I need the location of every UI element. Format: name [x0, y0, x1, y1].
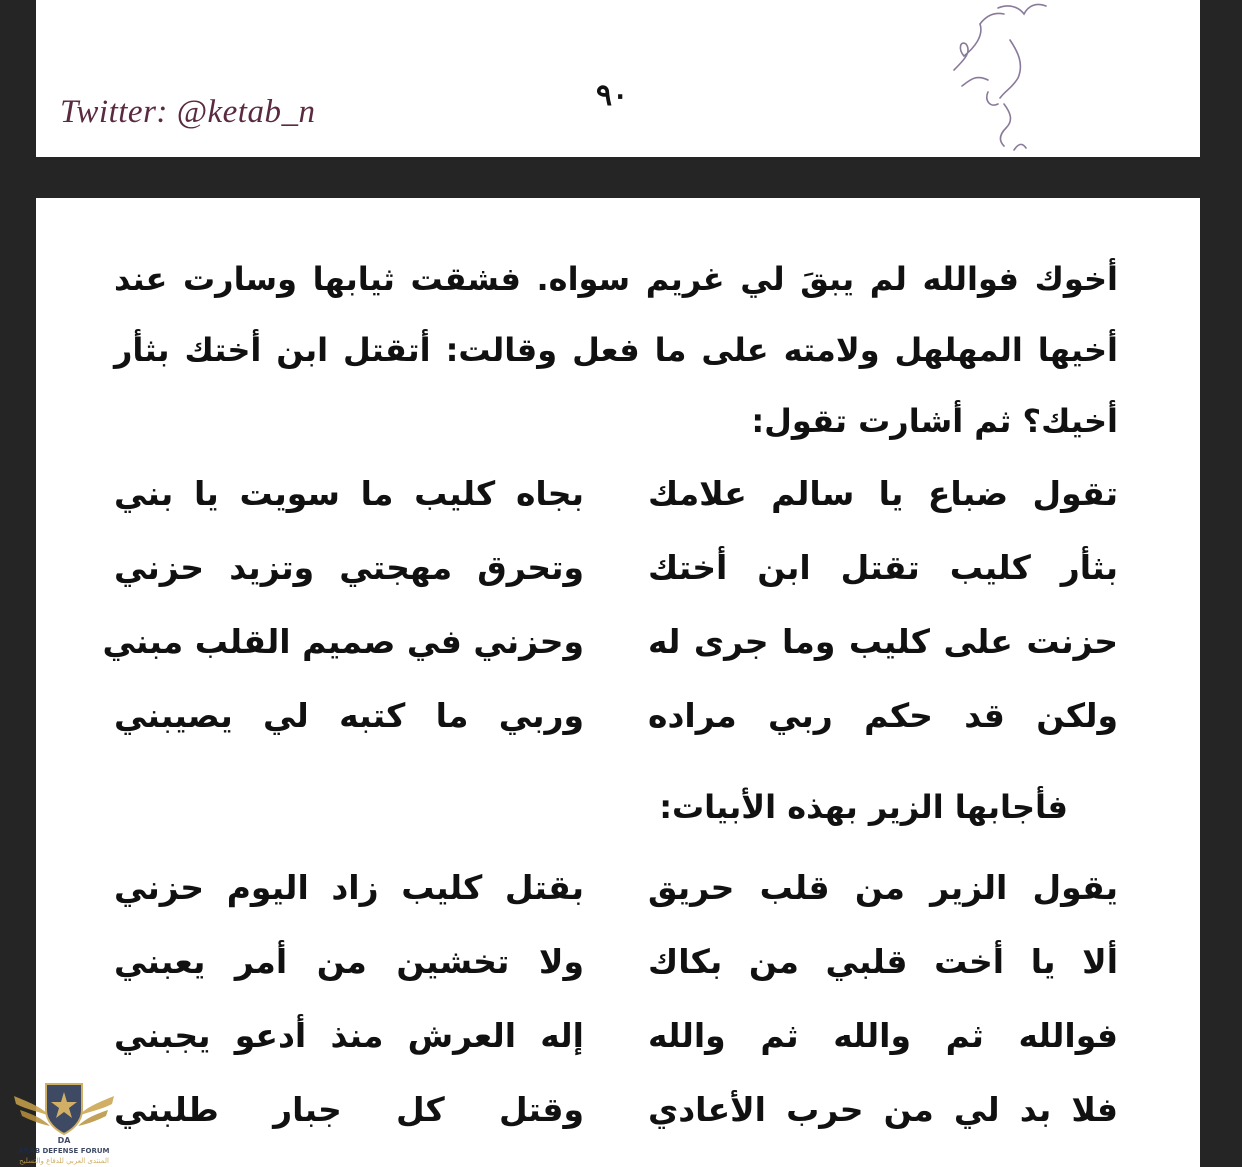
verse-second-hemistich: بجاه كليب ما سويت يا بني — [114, 474, 584, 513]
verse-first-hemistich: حزنت على كليب وما جرى له — [648, 622, 1118, 661]
verse-second-hemistich: وتحرق مهجتي وتزيد حزني — [114, 548, 584, 587]
handwritten-signature — [914, 0, 1064, 157]
verse-first-hemistich: ولكن قد حكم ربي مراده — [648, 696, 1118, 735]
verse-row — [114, 474, 1118, 534]
forum-logo-watermark — [6, 1076, 122, 1167]
verse-row — [114, 942, 1118, 1002]
top-page — [36, 0, 1200, 157]
logo-subtitle: المنتدى العربي للدفاع والتسليح — [19, 1157, 109, 1165]
verse-first-hemistich: تقول ضباع يا سالم علامك — [648, 474, 1118, 513]
verse-second-hemistich: وحزني في صميم القلب مبني — [102, 622, 584, 661]
verse-row — [114, 1090, 1118, 1150]
book-page — [36, 198, 1200, 1167]
verse-row — [114, 696, 1118, 756]
verse-second-hemistich: ولا تخشين من أمر يعبني — [114, 942, 584, 981]
verse-first-hemistich: فوالله ثم والله ثم والله — [648, 1016, 1118, 1055]
page-number: ٩٠ — [596, 78, 629, 113]
verse-row — [114, 548, 1118, 608]
verse-second-hemistich: بقتل كليب زاد اليوم حزني — [114, 868, 584, 907]
prose-paragraph: أخوك فوالله لم يبقَ لي غريم سواه. فشقت ثيابها وسارت عند أخيها المهلهل ولامته على ما فعل وقالت: أتقتل ابن أختك بثأر أخيك؟ ثم أشارت تقول: — [114, 260, 1118, 440]
twitter-handle: Twitter: @ketab_n — [60, 94, 316, 130]
verse-row — [102, 622, 1118, 682]
verse-second-hemistich: وربي ما كتبه لي يصيبني — [114, 696, 584, 735]
verse-second-hemistich: وقتل كل جبار طلبني — [114, 1090, 584, 1129]
verse-first-hemistich: يقول الزير من قلب حريق — [648, 868, 1118, 907]
verse-row — [114, 868, 1118, 928]
verse-row — [114, 1016, 1118, 1076]
verse-first-hemistich: بثأر كليب تقتل ابن أختك — [648, 548, 1118, 587]
poem-intro: فأجابها الزير بهذه الأبيات: — [659, 788, 1068, 826]
verse-first-hemistich: فلا بد لي من حرب الأعادي — [648, 1090, 1118, 1129]
logo-letters: DA — [57, 1136, 71, 1145]
verse-first-hemistich: ألا يا أخت قلبي من بكاك — [648, 942, 1118, 981]
verse-second-hemistich: إله العرش منذ أدعو يجبني — [114, 1016, 584, 1055]
logo-title: ARAB DEFENSE FORUM — [18, 1147, 110, 1155]
